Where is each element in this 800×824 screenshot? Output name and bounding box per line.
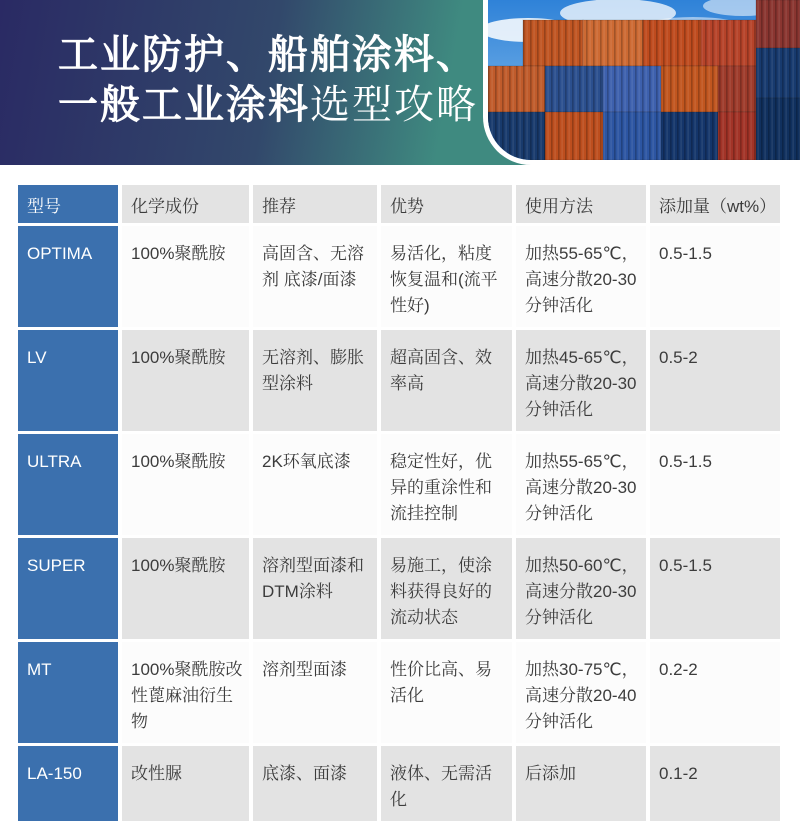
cell: 易施工，使涂料获得良好的流动状态: [381, 538, 512, 639]
cell: 0.1-2: [650, 746, 780, 821]
cell: 加热50-60℃，高速分散20-30分钟活化: [516, 538, 646, 639]
cell: 100%聚酰胺: [122, 226, 249, 327]
model-cell: ULTRA: [18, 434, 118, 535]
cell: 加热55-65℃，高速分散20-30分钟活化: [516, 226, 646, 327]
table-row-mt: [18, 642, 780, 743]
cell: 加热55-65℃，高速分散20-30分钟活化: [516, 434, 646, 535]
cell: 溶剂型面漆和DTM涂料: [253, 538, 377, 639]
hero-banner: [0, 0, 800, 165]
model-cell: LA-150: [18, 746, 118, 821]
cell: 高固含、无溶剂 底漆/面漆: [253, 226, 377, 327]
table-row-optima: [18, 226, 780, 327]
cell: 0.2-2: [650, 642, 780, 743]
title-line-2: 一般工业涂料选型攻略: [58, 83, 478, 127]
column-header-recommended: 推荐: [253, 185, 377, 223]
table-row-lv: [18, 330, 780, 431]
containers-photo: [483, 0, 800, 165]
cell: 0.5-1.5: [650, 434, 780, 535]
table-row-la150: [18, 746, 780, 821]
cell: 0.5-1.5: [650, 226, 780, 327]
model-cell: SUPER: [18, 538, 118, 639]
cell: 0.5-2: [650, 330, 780, 431]
column-header-dosage: 添加量（wt%）: [650, 185, 780, 223]
cell: 100%聚酰胺: [122, 434, 249, 535]
cell: 底漆、面漆: [253, 746, 377, 821]
cell: 溶剂型面漆: [253, 642, 377, 743]
column-header-chemistry: 化学成份: [122, 185, 249, 223]
cell: 性价比高、易活化: [381, 642, 512, 743]
column-header-usage: 使用方法: [516, 185, 646, 223]
coatings-spec-table: [14, 182, 784, 824]
cell: 改性脲: [122, 746, 249, 821]
header-row: [18, 185, 780, 223]
cell: 超高固含、效率高: [381, 330, 512, 431]
cell: 0.5-1.5: [650, 538, 780, 639]
cell: 加热30-75℃，高速分散20-40分钟活化: [516, 642, 646, 743]
model-cell: LV: [18, 330, 118, 431]
cell: 稳定性好，优异的重涂性和流挂控制: [381, 434, 512, 535]
page-title: [58, 30, 478, 130]
cell: 后添加: [516, 746, 646, 821]
cell: 100%聚酰胺: [122, 538, 249, 639]
cell: 2K环氧底漆: [253, 434, 377, 535]
table-row-super: [18, 538, 780, 639]
table-row-ultra: [18, 434, 780, 535]
title-line-1: 工业防护、船舶涂料、: [58, 33, 478, 77]
column-header-model: 型号: [18, 185, 118, 223]
cell: 100%聚酰胺改性蓖麻油衍生物: [122, 642, 249, 743]
model-cell: MT: [18, 642, 118, 743]
column-header-advantages: 优势: [381, 185, 512, 223]
cell: 易活化，粘度恢复温和(流平性好): [381, 226, 512, 327]
model-cell: OPTIMA: [18, 226, 118, 327]
cell: 加热45-65℃，高速分散20-30分钟活化: [516, 330, 646, 431]
cell: 液体、无需活化: [381, 746, 512, 821]
cell: 无溶剂、膨胀型涂料: [253, 330, 377, 431]
cell: 100%聚酰胺: [122, 330, 249, 431]
